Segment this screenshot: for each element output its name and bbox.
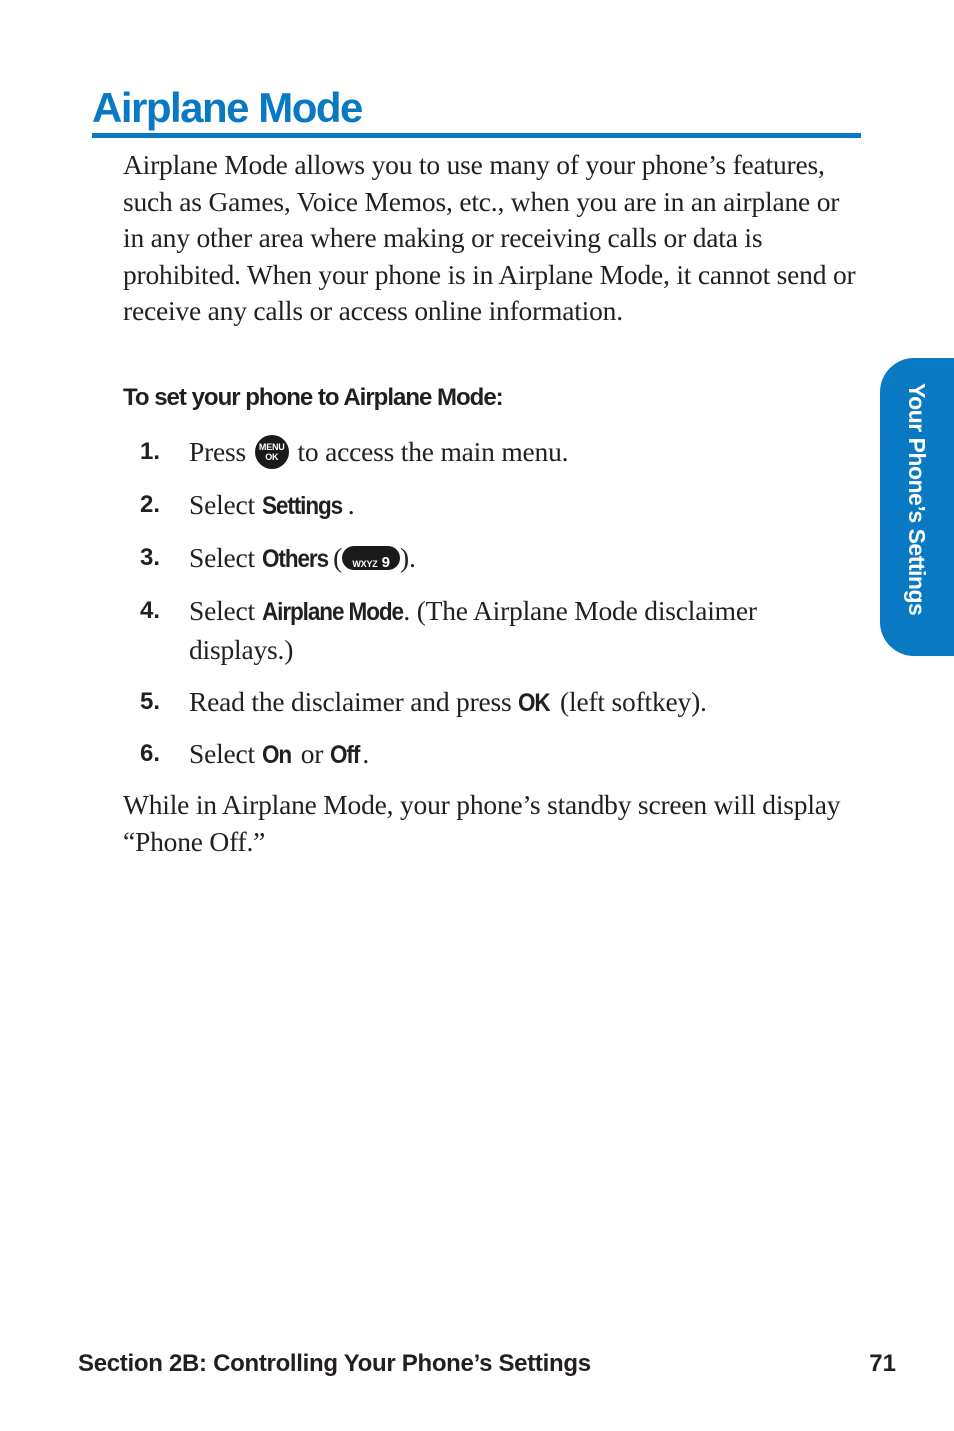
- title-rule: [92, 133, 861, 138]
- step-pre: Select: [189, 595, 255, 626]
- page-number: 71: [869, 1350, 896, 1377]
- step-pre: Press: [189, 436, 247, 467]
- step-number: 1.: [140, 438, 161, 465]
- step-text: Select Others ( WXYZ 9 ).: [189, 539, 849, 578]
- step-number: 6.: [140, 740, 161, 767]
- step-post: . (The Airplane Mode disclaimer displays.): [189, 595, 757, 665]
- option-off: Off: [329, 741, 360, 769]
- menu-ok-key-icon: MENU OK: [255, 435, 289, 469]
- step-number: 2.: [140, 491, 161, 518]
- menu-option-settings: Settings: [261, 492, 342, 520]
- softkey-ok: OK: [518, 689, 550, 717]
- step-post: .: [362, 738, 370, 769]
- intro-paragraph: Airplane Mode allows you to use many of your phone’s features, such as Games, Voice Memos, etc., when you are in an airplane or in any other area where making or receiving calls or data is prohibited. When your phone is in Airplane Mode, it cannot send or receive any calls or access online information.: [123, 149, 856, 326]
- option-on: On: [261, 741, 291, 769]
- step-text: [189, 433, 849, 472]
- step-number: 5.: [140, 688, 161, 715]
- step-text: [189, 592, 849, 669]
- step-pre: Read the disclaimer and press: [189, 686, 512, 717]
- step-post: to access the main menu.: [297, 436, 569, 467]
- step-pre: Select: [189, 542, 255, 573]
- page-title: Airplane Mode: [92, 84, 362, 131]
- step-number: 3.: [140, 544, 161, 571]
- step-text: [189, 486, 849, 525]
- step-post: (left softkey).: [560, 686, 707, 717]
- step-pre: Select: [189, 489, 255, 520]
- step-number: 4.: [140, 597, 161, 624]
- menu-option-airplane-mode: Airplane Mode: [261, 598, 403, 626]
- menu-option-others: Others: [261, 545, 328, 573]
- step-text: [189, 683, 849, 722]
- step-text: Select On or Off .: [189, 735, 849, 774]
- wxyz-9-key-icon: WXYZ 9: [342, 546, 400, 570]
- step-pre: Select: [189, 738, 255, 769]
- side-tab-label: Your Phone’s Settings: [904, 383, 930, 616]
- outro-paragraph: While in Airplane Mode, your phone’s standby screen will display “Phone Off.”: [123, 789, 841, 857]
- step-post: .: [347, 489, 355, 520]
- footer-section-title: Section 2B: Controlling Your Phone’s Settings: [78, 1350, 591, 1377]
- instructions-heading: To set your phone to Airplane Mode:: [123, 384, 503, 411]
